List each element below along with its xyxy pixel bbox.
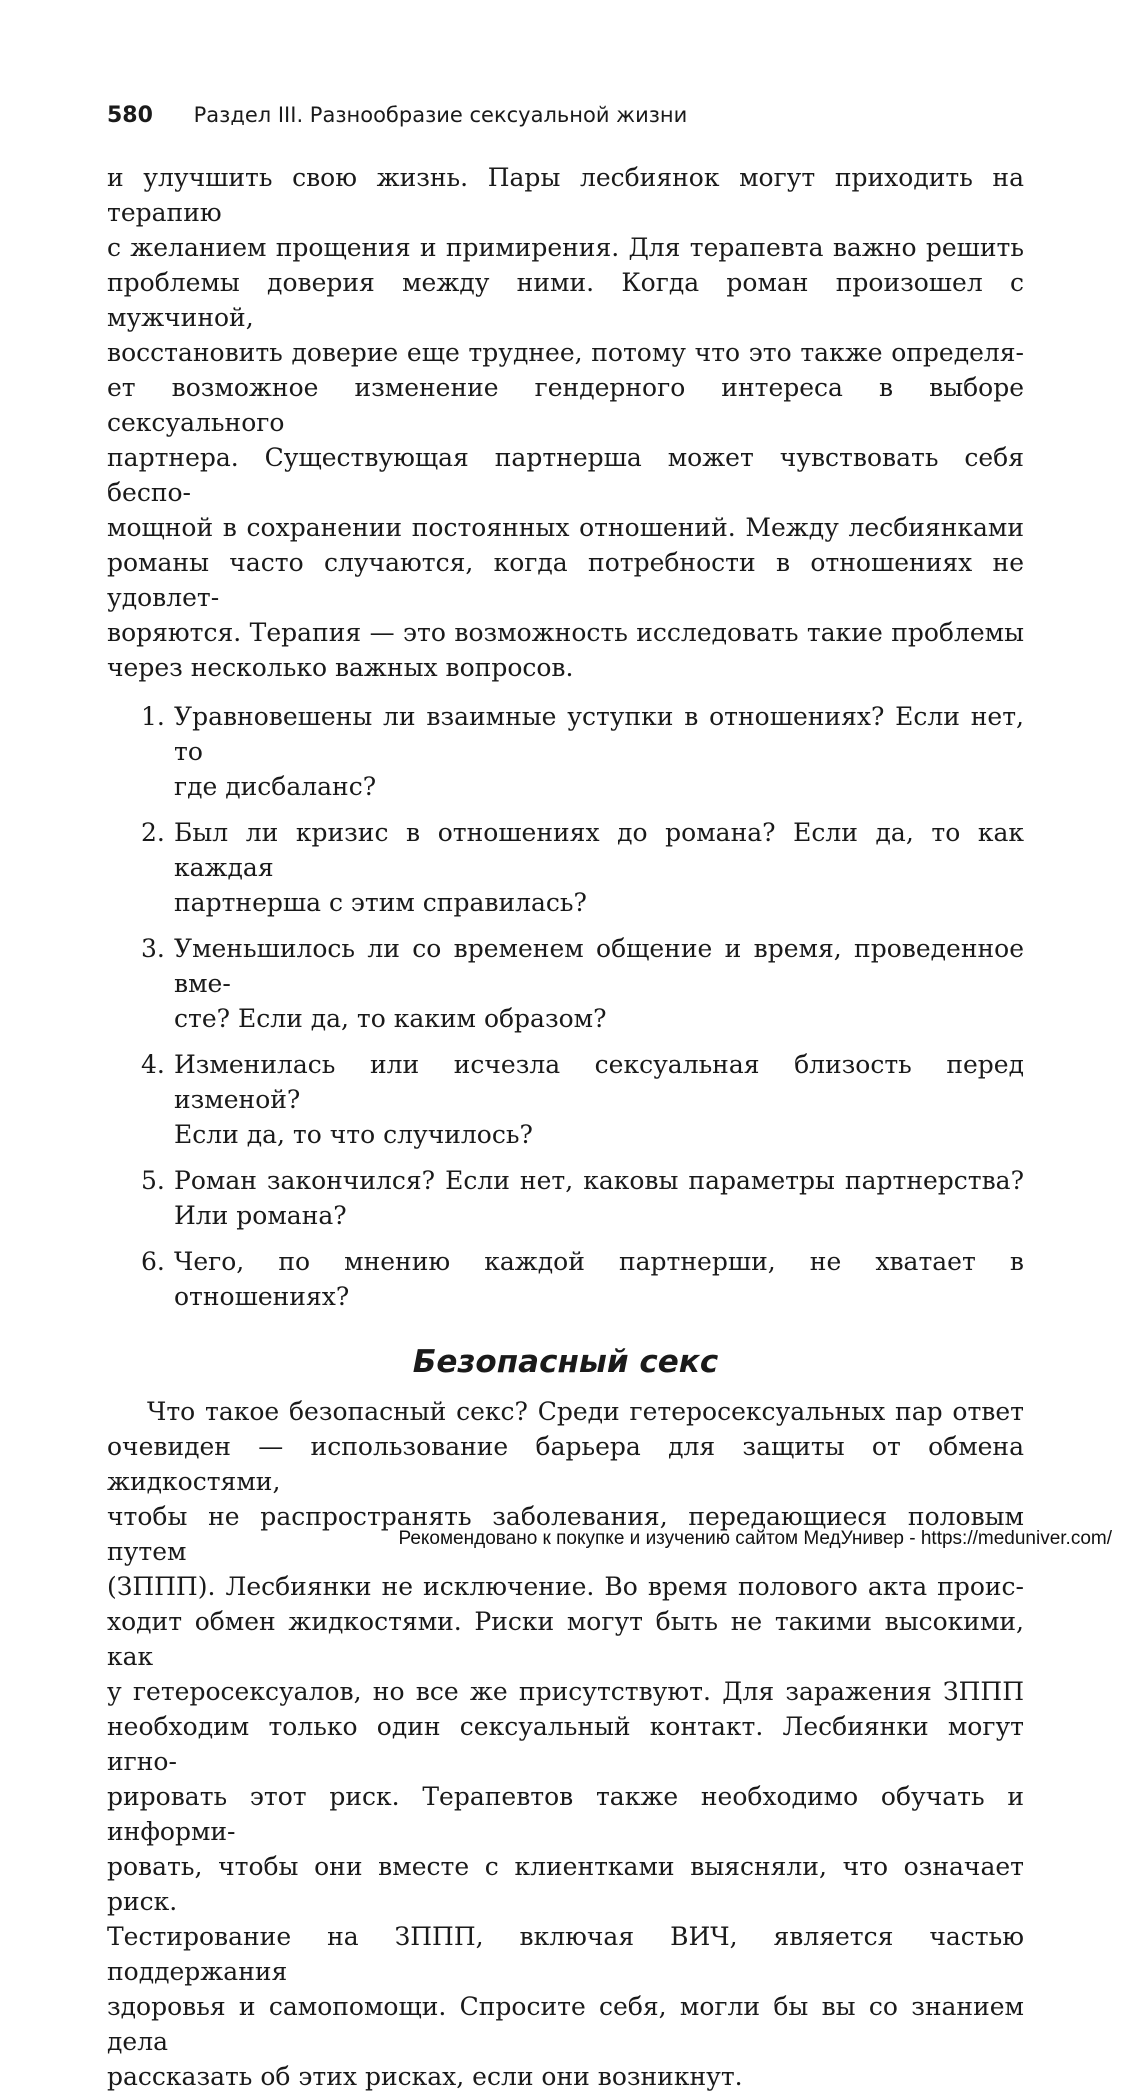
list-item	[107, 931, 1024, 1036]
list-item-number: 4.	[141, 1050, 165, 1079]
list-item-number: 5.	[141, 1166, 165, 1195]
text-line: Роман закончился? Если нет, каковы параметры партнерства?	[174, 1166, 1024, 1195]
footer-watermark: Рекомендовано к покупке и изучению сайтом МедУнивер - https://meduniver.com/	[398, 1528, 1112, 1549]
text-line: с желанием прощения и примирения. Для терапевта важно решить	[107, 233, 1024, 262]
list-item-text	[174, 815, 1024, 920]
text-line: (ЗППП). Лесбиянки не исключение. Во время полового акта проис-	[107, 1572, 1024, 1601]
text-line: ровать, чтобы они вместе с клиентками выясняли, что означает риск.	[107, 1852, 1024, 1916]
text-line: романы часто случаются, когда потребности в отношениях не удовлет-	[107, 548, 1024, 612]
text-line: необходим только один сексуальный контакт. Лесбиянки могут игно-	[107, 1712, 1024, 1776]
list-item-text	[174, 1244, 1024, 1314]
text-line: ходит обмен жидкостями. Риски могут быть не такими высокими, как	[107, 1607, 1024, 1671]
list-item-number: 6.	[141, 1247, 165, 1276]
list-item-text	[174, 1047, 1024, 1152]
list-item	[107, 815, 1024, 920]
list-item	[107, 1047, 1024, 1152]
text-line: Или романа?	[174, 1201, 347, 1230]
text-line: проблемы доверия между ними. Когда роман произошел с мужчиной,	[107, 268, 1024, 332]
text-line: очевиден — использование барьера для защиты от обмена жидкостями,	[107, 1432, 1024, 1496]
list-item-number: 3.	[141, 934, 165, 963]
text-line: сте? Если да, то каким образом?	[174, 1004, 607, 1033]
text-line: Уменьшилось ли со временем общение и время, проведенное вме-	[174, 934, 1024, 998]
list-item-number: 1.	[141, 702, 165, 731]
text-line: партнера. Существующая партнерша может чувствовать себя беспо-	[107, 443, 1024, 507]
section-paragraph	[107, 1394, 1024, 2094]
page-body	[107, 160, 1024, 2094]
text-line: у гетеросексуалов, но все же присутствуют. Для заражения ЗППП	[107, 1677, 1024, 1706]
text-line: Если да, то что случилось?	[174, 1120, 533, 1149]
text-line: мощной в сохранении постоянных отношений. Между лесбиянками	[107, 513, 1024, 542]
text-line: рассказать об этих рисках, если они возникнут.	[107, 2062, 743, 2091]
list-item-text	[174, 699, 1024, 804]
text-line: рировать этот риск. Терапевтов также необходимо обучать и информи-	[107, 1782, 1024, 1846]
section-heading: Безопасный секс	[412, 1344, 719, 1380]
running-head	[107, 100, 687, 131]
text-line: через несколько важных вопросов.	[107, 653, 574, 682]
question-list	[107, 699, 1024, 1314]
text-line: Уравновешены ли взаимные уступки в отношениях? Если нет, то	[174, 702, 1024, 766]
text-line: Что такое безопасный секс? Среди гетеросексуальных пар ответ	[147, 1397, 1024, 1426]
list-item-number: 2.	[141, 818, 165, 847]
text-line: ет возможное изменение гендерного интереса в выборе сексуального	[107, 373, 1024, 437]
text-line: воряются. Терапия — это возможность исследовать такие проблемы	[107, 618, 1024, 647]
list-item	[107, 1244, 1024, 1314]
text-line: где дисбаланс?	[174, 772, 377, 801]
page-number: 580	[107, 103, 153, 128]
list-item-text	[174, 931, 1024, 1036]
text-line: чтобы не распространять заболевания, передающиеся половым путем	[107, 1502, 1024, 1566]
list-item	[107, 1163, 1024, 1233]
text-line: Был ли кризис в отношениях до романа? Если да, то как каждая	[174, 818, 1024, 882]
text-line: восстановить доверие еще труднее, потому что это также определя-	[107, 338, 1024, 367]
text-line: Тестирование на ЗППП, включая ВИЧ, является частью поддержания	[107, 1922, 1024, 1986]
list-item	[107, 699, 1024, 804]
intro-paragraph	[107, 160, 1024, 685]
text-line: Чего, по мнению каждой партнерши, не хватает в отношениях?	[174, 1247, 1024, 1311]
list-item-text	[174, 1163, 1024, 1233]
text-line: здоровья и самопомощи. Спросите себя, могли бы вы со знанием дела	[107, 1992, 1024, 2056]
text-line: и улучшить свою жизнь. Пары лесбиянок могут приходить на терапию	[107, 163, 1024, 227]
text-line: партнерша с этим справилась?	[174, 888, 587, 917]
running-head-title: Раздел III. Разнообразие сексуальной жизни	[193, 103, 688, 127]
text-line: Изменилась или исчезла сексуальная близость перед изменой?	[174, 1050, 1024, 1114]
